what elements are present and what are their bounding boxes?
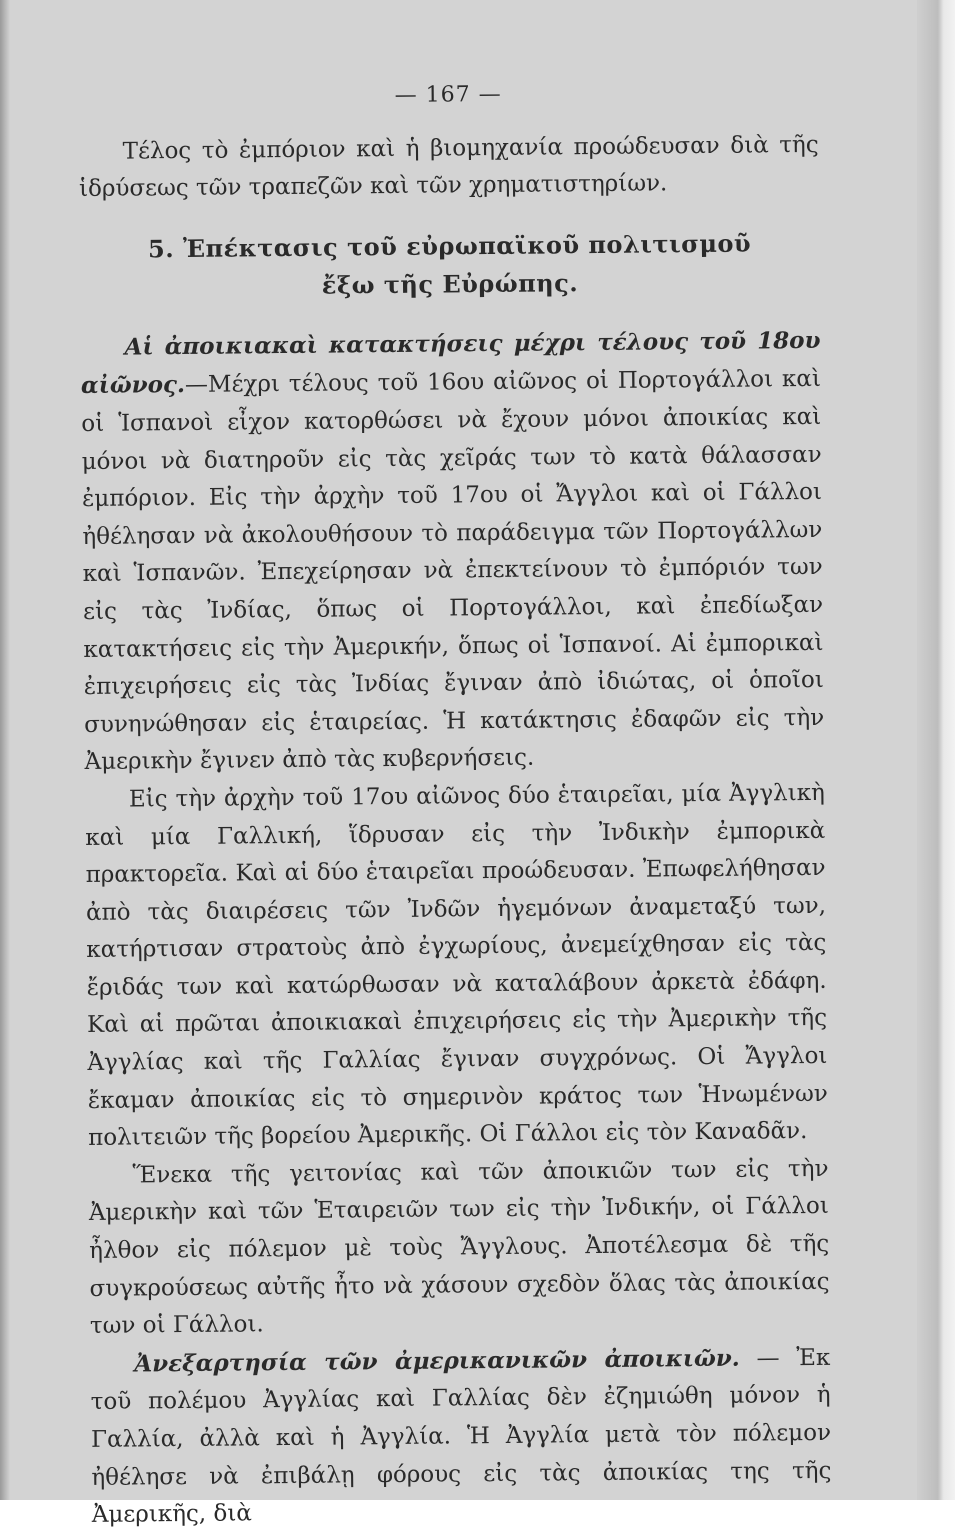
subheading-colonial-conquests: Αἱ ἀποικιακαὶ κατακτήσεις μέχρι τέλους τοῦ 18ου αἰῶνος. bbox=[80, 326, 821, 400]
intro-paragraph: Τέλος τὸ ἐμπόριον καὶ ἡ βιομηχανία προώδευσαν διὰ τῆς ἱδρύσεως τῶν τραπεζῶν καὶ τῶν χρηματιστηρίων. bbox=[78, 131, 819, 203]
paragraph-3: Ἕνεκα τῆς γειτονίας καὶ τῶν ἀποικιῶν των εἰς τὴν Ἀμερικὴν καὶ τῶν Ἑταιρειῶν των εἰς τὴν Ἰνδικήν, οἱ Γάλλοι ἦλθον εἰς πόλεμον μὲ τοὺς Ἄγγλους. Ἀποτέλεσμα δὲ τῆς συγκρούσεως αὐτῆς ἦτο νὰ χάσουν σχεδὸν ὅλας τὰς ἀποικίας των οἱ Γάλλοι. bbox=[88, 1155, 830, 1340]
section-heading-line-1: 5. Ἐπέκτασις τοῦ εὐρωπαϊκοῦ πολιτισμοῦ bbox=[147, 228, 752, 264]
paragraph-4-text: — Ἐκ τοῦ πολέμου Ἀγγλίας καὶ Γαλλίας δὲν ἐζημιώθη μόνον ἡ Γαλλία, ἀλλὰ καὶ ἡ Ἀγγλία. Ἡ Ἀγγλία μετὰ τὸν πόλεμον ἠθέλησε νὰ ἐπιβάλῃ φόρους εἰς τὰς ἀποικίας της τῆς Ἀμερικῆς, διὰ bbox=[90, 1344, 832, 1529]
independence-paragraph bbox=[90, 1339, 832, 1535]
book-spine-shadow bbox=[917, 0, 955, 1500]
page-left-edge-shadow bbox=[0, 0, 10, 1500]
page-number: — 167 — bbox=[394, 81, 502, 108]
paragraph-2: Εἰς τὴν ἀρχὴν τοῦ 17ου αἰῶνος δύο ἑταιρεῖαι, μία Ἀγγλικὴ καὶ μία Γαλλική, ἵδρυσαν εἰς τὴν Ἰνδικὴν ἐμπορικὰ πρακτορεῖα. Καὶ αἱ δύο ἑταιρεῖαι προώδευσαν. Ἐπωφελήθησαν ἀπὸ τὰς διαιρέσεις τῶν Ἰνδῶν ἡγεμόνων ἀναμεταξύ των, κατήρτισαν στρατοὺς ἀπὸ ἐγχωρίους, ἀνεμείχθησαν εἰς τὰς ἔριδάς των καὶ κατώρθωσαν νὰ καταλάβουν ἀρκετὰ ἐδάφη. Καὶ αἱ πρῶται ἀποικιακαὶ ἐπιχειρήσεις εἰς τὴν Ἀμερικὴν τῆς Ἀγγλίας καὶ τῆς Γαλλίας ἔγιναν συγχρόνως. Οἱ Ἄγγλοι ἔκαμαν ἀποικίας εἰς τὸ σημερινὸν κράτος των Ἡνωμένων πολιτειῶν τῆς βορείου Ἀμερικῆς. Οἱ Γάλλοι εἰς τὸν Καναδᾶν. bbox=[85, 779, 828, 1152]
section-heading bbox=[79, 224, 820, 307]
section-heading-line-2: ἔξω τῆς Εὐρώπης. bbox=[321, 267, 579, 300]
subheading-american-independence: Ἀνεξαρτησία τῶν ἀμερικανικῶν ἀποικιῶν. bbox=[134, 1344, 740, 1378]
colonial-conquests-paragraph bbox=[80, 322, 824, 782]
page-text-block bbox=[78, 73, 832, 1535]
paragraph-1-text: —Μέχρι τέλους τοῦ 16ου αἰῶνος οἱ Πορτογάλλοι καὶ οἱ Ἱσπανοὶ εἶχον κατορθώσει νὰ ἔχουν μόνοι ἀποικίας καὶ μόνοι νὰ διατηροῦν εἰς τὰς χεῖράς των τὸ κατὰ θάλασσαν ἐμπόριον. Εἰς τὴν ἀρχὴν τοῦ 17ου οἱ Ἄγγλοι καὶ οἱ Γάλλοι ἠθέλησαν νὰ ἀκολουθήσουν τὸ παράδειγμα τῶν Πορτογάλλων καὶ Ἱσπανῶν. Ἐπεχείρησαν νὰ ἐπεκτείνουν τὸ ἐμπόριόν των εἰς τὰς Ἰνδίας, ὅπως οἱ Πορτογάλλοι, καὶ ἐπεδίωξαν κατακτήσεις εἰς τὴν Ἀμερικήν, ὅπως οἱ Ἱσπανοί. Αἱ ἐμπορικαὶ ἐπιχειρήσεις εἰς τὰς Ἰνδίας ἔγιναν ἀπὸ ἰδιώτας, οἱ ὁποῖοι συνηνώθησαν εἰς ἑταιρείας. Ἡ κατάκτησις ἐδαφῶν εἰς τὴν Ἀμερικὴν ἔγινεν ἀπὸ τὰς κυβερνήσεις. bbox=[81, 366, 825, 776]
